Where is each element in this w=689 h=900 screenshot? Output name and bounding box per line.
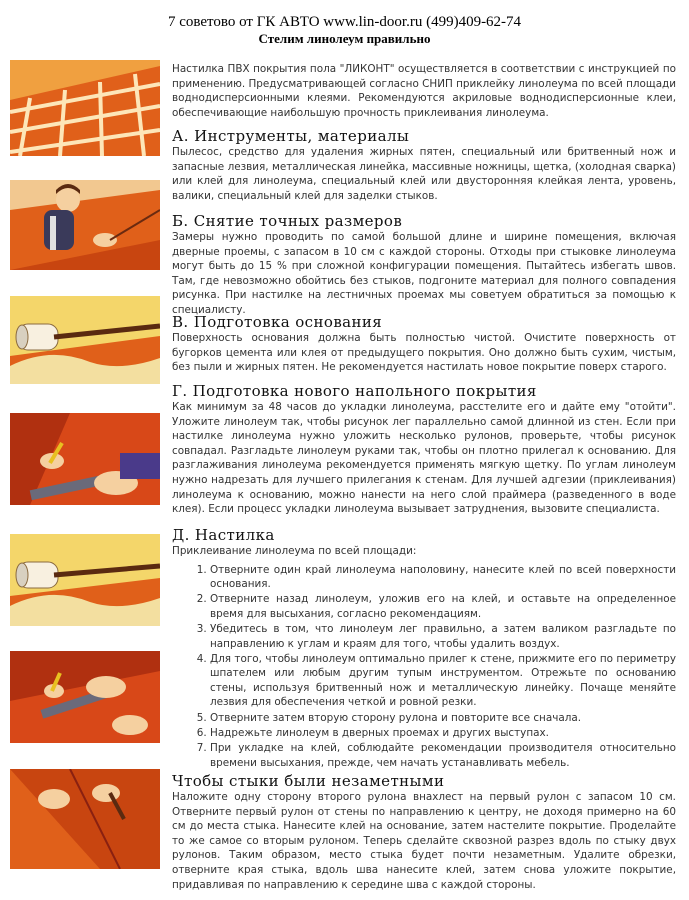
page-subtitle: Стелим линолеум правильно bbox=[258, 31, 431, 46]
illustration-adhesive-roller bbox=[10, 534, 160, 626]
illustration-trim-edge bbox=[10, 651, 160, 743]
list-item: 1. Отверните один край линолеума наполовину, нанесите клей по всей поверхности основания. bbox=[210, 563, 676, 592]
list-item: 7. При укладке на клей, соблюдайте рекомендации производителя относительно времени высыхания, прежде, чем начать устанавливать мебель. bbox=[210, 741, 676, 770]
list-item: 4. Для того, чтобы линолеум оптимально прилег к стене, прижмите его по периметру шпателем или любым другим тупым инструментом. Отрежьте по основанию стены, используя бритвенный нож и металлическую линейку. Почаще меняйте лезвия для обеспечения четкой и ровной резки. bbox=[210, 652, 676, 710]
section-heading: Б. Снятие точных размеров bbox=[172, 212, 403, 230]
section-prepare bbox=[172, 382, 676, 517]
page-title: 7 советово от ГК АВТО www.lin-door.ru (499)409-62-74 bbox=[167, 14, 522, 30]
section-tools bbox=[172, 127, 676, 203]
list-item: 6. Надрежьте линолеум в дверных проемах и других выступах. bbox=[210, 726, 676, 740]
section-base bbox=[172, 313, 676, 375]
illustration-measuring bbox=[10, 180, 160, 270]
list-item: 2. Отверните назад линолеум, уложив его на клей, и оставьте на определенное время для высыхания, согласно рекомендациям. bbox=[210, 592, 676, 621]
section-heading: Чтобы стыки были незаметными bbox=[172, 772, 445, 790]
section-laying bbox=[172, 526, 676, 771]
laying-steps-list bbox=[172, 563, 676, 771]
intro-text: Настилка ПВХ покрытия пола "ЛИКОНТ" осуществляется в соответствии с инструкцией по применению. Предусматривающей согласно СНИП приклейку линолеума по всей площади воднодисперсионными клеями. Рекомендуются акриловые воднодисперсионные клеи, обеспечивающие наибольшую прочность приклеивания линолеума. bbox=[172, 63, 676, 119]
section-text: Замеры нужно проводить по самой большой длине и ширине помещения, включая дверные проемы, с запасом в 10 см с каждой стороны. Отходы при стыковке линолеума могут быть до 15 % при сложной конфигурации помещения. Пытайтесь избегать швов. Там, где невозможно обойтись без стыков, подгоните материал для полного совпадения рисунка. При настилке на лестничных проемах мы советуем обратиться за помощью к специалисту. bbox=[172, 231, 676, 316]
section-text: Поверхность основания должна быть полностью чистой. Очистите поверхность от бугорков цемента или клея от предыдущего покрытия. Оно должно быть сухим, чистым, без пыли и жирных пятен. Не рекомендуется настилать новое покрытие поверх старого. bbox=[172, 332, 676, 374]
illustration-roller bbox=[10, 296, 160, 384]
intro-block bbox=[172, 62, 676, 120]
section-text: Пылесос, средство для удаления жирных пятен, специальный или бритвенный нож и запасные лезвия, металлическая линейка, массивные ножницы, щетка, (холодная сварка) или клей для линолеума, специальный клей или двусторонняя клейкая лента, уровень, валики, специальный клей для заделки стыков. bbox=[172, 146, 676, 202]
illustration-tile-grid bbox=[10, 60, 160, 156]
illustration-seam bbox=[10, 769, 160, 869]
section-seams bbox=[172, 772, 676, 892]
section-measure bbox=[172, 212, 676, 318]
page-header bbox=[0, 14, 689, 47]
illustration-knife-cut bbox=[10, 413, 160, 505]
list-item: 3. Убедитесь в том, что линолеум лег правильно, а затем валиком разгладьте по направлению к углам и краям для того, чтобы удалить воздух. bbox=[210, 622, 676, 651]
section-text: Приклеивание линолеума по всей площади: bbox=[172, 545, 417, 557]
section-heading: Г. Подготовка нового напольного покрытия bbox=[172, 382, 537, 400]
section-text: Наложите одну сторону второго рулона внахлест на первый рулон с запасом 10 см. Отверните первый рулон от стены по направлению к центру, не доходя примерно на 60 см до места стыка. Нанесите клей на основание, затем настелите покрытие. Проделайте то же самое со вторым рулоном. Теперь сделайте сквозной разрез вдоль по стыку двух рулонов. Таким образом, место стыка будет почти незаметным. Удалите обрезки, отверните края стыка, вдоль шва нанесите клей, затем снова уложите покрытие, придавливая по направлению к середине шва с каждой стороны. bbox=[172, 791, 676, 891]
list-item: 5. Отверните затем вторую сторону рулона и повторите все сначала. bbox=[210, 711, 676, 725]
section-heading: В. Подготовка основания bbox=[172, 313, 383, 331]
section-text: Как минимум за 48 часов до укладки линолеума, расстелите его и дайте ему "отойти". Уложите линолеум так, чтобы рисунок лег параллельно самой длинной из стен. Если при настилке линолеума нужно уложить несколько рулонов, проверьте, чтобы рисунок совпадал. Разгладьте линолеум руками так, чтобы он плотно прилегал к основанию. Для разглаживания линолеума рекомендуется применять мягкую щетку. По углам линолеум нужно надрезать для лучшего прилегания к стенам. Для лучшей адгезии (приклеивания) линолеума к основанию, можно нанести на него слой праймера (разведенного в воде клея). Если процесс укладки линолеума вызывает затруднения, вызовите специалиста. bbox=[172, 401, 676, 516]
section-heading: А. Инструменты, материалы bbox=[172, 127, 410, 145]
section-heading: Д. Настилка bbox=[172, 526, 275, 544]
